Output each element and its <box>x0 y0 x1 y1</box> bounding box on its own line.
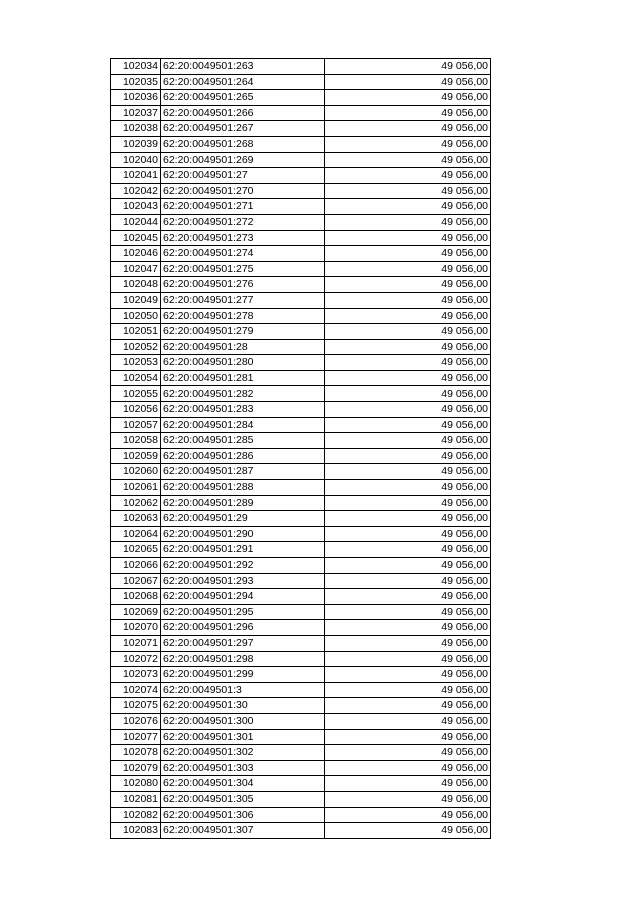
amount-cell: 49 056,00 <box>325 136 491 152</box>
amount-cell: 49 056,00 <box>325 339 491 355</box>
row-id-cell: 102068 <box>111 589 161 605</box>
amount-cell: 49 056,00 <box>325 511 491 527</box>
row-id-cell: 102074 <box>111 682 161 698</box>
cadastral-number-cell: 62:20:0049501:265 <box>161 90 325 106</box>
table-row <box>111 480 491 496</box>
row-id-cell: 102071 <box>111 635 161 651</box>
table-row <box>111 230 491 246</box>
row-id-cell: 102040 <box>111 152 161 168</box>
table-row <box>111 402 491 418</box>
table-row <box>111 558 491 574</box>
table-row <box>111 339 491 355</box>
cadastral-number-cell: 62:20:0049501:277 <box>161 292 325 308</box>
amount-cell: 49 056,00 <box>325 573 491 589</box>
cadastral-number-cell: 62:20:0049501:300 <box>161 713 325 729</box>
cadastral-number-cell: 62:20:0049501:3 <box>161 682 325 698</box>
cadastral-number-cell: 62:20:0049501:289 <box>161 495 325 511</box>
cadastral-number-cell: 62:20:0049501:291 <box>161 542 325 558</box>
cadastral-number-cell: 62:20:0049501:288 <box>161 480 325 496</box>
amount-cell: 49 056,00 <box>325 713 491 729</box>
row-id-cell: 102056 <box>111 402 161 418</box>
amount-cell: 49 056,00 <box>325 402 491 418</box>
table-row <box>111 308 491 324</box>
amount-cell: 49 056,00 <box>325 74 491 90</box>
row-id-cell: 102075 <box>111 698 161 714</box>
cadastral-number-cell: 62:20:0049501:267 <box>161 121 325 137</box>
cadastral-number-cell: 62:20:0049501:282 <box>161 386 325 402</box>
amount-cell: 49 056,00 <box>325 448 491 464</box>
amount-cell: 49 056,00 <box>325 807 491 823</box>
cadastral-number-cell: 62:20:0049501:293 <box>161 573 325 589</box>
table-row <box>111 745 491 761</box>
row-id-cell: 102059 <box>111 448 161 464</box>
cadastral-number-cell: 62:20:0049501:29 <box>161 511 325 527</box>
table-row <box>111 573 491 589</box>
row-id-cell: 102034 <box>111 59 161 75</box>
amount-cell: 49 056,00 <box>325 682 491 698</box>
cadastral-number-cell: 62:20:0049501:299 <box>161 667 325 683</box>
cadastral-number-cell: 62:20:0049501:292 <box>161 558 325 574</box>
table-row <box>111 417 491 433</box>
row-id-cell: 102037 <box>111 105 161 121</box>
row-id-cell: 102082 <box>111 807 161 823</box>
amount-cell: 49 056,00 <box>325 386 491 402</box>
amount-cell: 49 056,00 <box>325 261 491 277</box>
row-id-cell: 102052 <box>111 339 161 355</box>
row-id-cell: 102065 <box>111 542 161 558</box>
row-id-cell: 102062 <box>111 495 161 511</box>
amount-cell: 49 056,00 <box>325 604 491 620</box>
row-id-cell: 102080 <box>111 776 161 792</box>
row-id-cell: 102061 <box>111 480 161 496</box>
table-row <box>111 620 491 636</box>
table-row <box>111 168 491 184</box>
table-body <box>111 59 491 839</box>
table-row <box>111 370 491 386</box>
cadastral-number-cell: 62:20:0049501:263 <box>161 59 325 75</box>
row-id-cell: 102035 <box>111 74 161 90</box>
cadastral-number-cell: 62:20:0049501:303 <box>161 760 325 776</box>
table-row <box>111 292 491 308</box>
data-table <box>110 58 491 839</box>
cadastral-number-cell: 62:20:0049501:278 <box>161 308 325 324</box>
cadastral-number-cell: 62:20:0049501:290 <box>161 526 325 542</box>
amount-cell: 49 056,00 <box>325 495 491 511</box>
cadastral-number-cell: 62:20:0049501:301 <box>161 729 325 745</box>
amount-cell: 49 056,00 <box>325 90 491 106</box>
amount-cell: 49 056,00 <box>325 698 491 714</box>
row-id-cell: 102077 <box>111 729 161 745</box>
amount-cell: 49 056,00 <box>325 59 491 75</box>
row-id-cell: 102078 <box>111 745 161 761</box>
row-id-cell: 102076 <box>111 713 161 729</box>
cadastral-number-cell: 62:20:0049501:271 <box>161 199 325 215</box>
amount-cell: 49 056,00 <box>325 152 491 168</box>
table-row <box>111 74 491 90</box>
table-row <box>111 651 491 667</box>
row-id-cell: 102038 <box>111 121 161 137</box>
table-row <box>111 121 491 137</box>
table-row <box>111 526 491 542</box>
table-row <box>111 90 491 106</box>
cadastral-number-cell: 62:20:0049501:30 <box>161 698 325 714</box>
table-row <box>111 214 491 230</box>
row-id-cell: 102060 <box>111 464 161 480</box>
cadastral-number-cell: 62:20:0049501:28 <box>161 339 325 355</box>
row-id-cell: 102070 <box>111 620 161 636</box>
table-row <box>111 199 491 215</box>
amount-cell: 49 056,00 <box>325 745 491 761</box>
table-row <box>111 760 491 776</box>
row-id-cell: 102041 <box>111 168 161 184</box>
amount-cell: 49 056,00 <box>325 620 491 636</box>
amount-cell: 49 056,00 <box>325 823 491 839</box>
amount-cell: 49 056,00 <box>325 433 491 449</box>
table-row <box>111 136 491 152</box>
table-row <box>111 791 491 807</box>
row-id-cell: 102039 <box>111 136 161 152</box>
amount-cell: 49 056,00 <box>325 230 491 246</box>
table-row <box>111 823 491 839</box>
amount-cell: 49 056,00 <box>325 589 491 605</box>
cadastral-number-cell: 62:20:0049501:297 <box>161 635 325 651</box>
row-id-cell: 102073 <box>111 667 161 683</box>
amount-cell: 49 056,00 <box>325 464 491 480</box>
cadastral-number-cell: 62:20:0049501:269 <box>161 152 325 168</box>
table-row <box>111 698 491 714</box>
table-row <box>111 355 491 371</box>
table-row <box>111 713 491 729</box>
table-row <box>111 433 491 449</box>
amount-cell: 49 056,00 <box>325 417 491 433</box>
amount-cell: 49 056,00 <box>325 105 491 121</box>
cadastral-number-cell: 62:20:0049501:302 <box>161 745 325 761</box>
amount-cell: 49 056,00 <box>325 791 491 807</box>
cadastral-number-cell: 62:20:0049501:304 <box>161 776 325 792</box>
amount-cell: 49 056,00 <box>325 542 491 558</box>
row-id-cell: 102042 <box>111 183 161 199</box>
table-row <box>111 729 491 745</box>
cadastral-number-cell: 62:20:0049501:274 <box>161 246 325 262</box>
amount-cell: 49 056,00 <box>325 760 491 776</box>
cadastral-number-cell: 62:20:0049501:285 <box>161 433 325 449</box>
row-id-cell: 102036 <box>111 90 161 106</box>
cadastral-number-cell: 62:20:0049501:295 <box>161 604 325 620</box>
amount-cell: 49 056,00 <box>325 246 491 262</box>
row-id-cell: 102053 <box>111 355 161 371</box>
amount-cell: 49 056,00 <box>325 292 491 308</box>
row-id-cell: 102048 <box>111 277 161 293</box>
cadastral-number-cell: 62:20:0049501:287 <box>161 464 325 480</box>
table-row <box>111 635 491 651</box>
cadastral-number-cell: 62:20:0049501:273 <box>161 230 325 246</box>
row-id-cell: 102079 <box>111 760 161 776</box>
table-row <box>111 277 491 293</box>
table-row <box>111 667 491 683</box>
cadastral-number-cell: 62:20:0049501:281 <box>161 370 325 386</box>
table-row <box>111 604 491 620</box>
row-id-cell: 102046 <box>111 246 161 262</box>
row-id-cell: 102058 <box>111 433 161 449</box>
cadastral-number-cell: 62:20:0049501:272 <box>161 214 325 230</box>
amount-cell: 49 056,00 <box>325 324 491 340</box>
cadastral-number-cell: 62:20:0049501:270 <box>161 183 325 199</box>
amount-cell: 49 056,00 <box>325 667 491 683</box>
cadastral-number-cell: 62:20:0049501:296 <box>161 620 325 636</box>
amount-cell: 49 056,00 <box>325 183 491 199</box>
cadastral-number-cell: 62:20:0049501:298 <box>161 651 325 667</box>
amount-cell: 49 056,00 <box>325 355 491 371</box>
row-id-cell: 102049 <box>111 292 161 308</box>
cadastral-number-cell: 62:20:0049501:264 <box>161 74 325 90</box>
amount-cell: 49 056,00 <box>325 526 491 542</box>
table-row <box>111 105 491 121</box>
table-row <box>111 511 491 527</box>
cadastral-number-cell: 62:20:0049501:294 <box>161 589 325 605</box>
amount-cell: 49 056,00 <box>325 729 491 745</box>
cadastral-number-cell: 62:20:0049501:275 <box>161 261 325 277</box>
table-row <box>111 448 491 464</box>
table-row <box>111 807 491 823</box>
row-id-cell: 102043 <box>111 199 161 215</box>
table-row <box>111 464 491 480</box>
amount-cell: 49 056,00 <box>325 370 491 386</box>
cadastral-number-cell: 62:20:0049501:268 <box>161 136 325 152</box>
table-row <box>111 589 491 605</box>
amount-cell: 49 056,00 <box>325 168 491 184</box>
row-id-cell: 102066 <box>111 558 161 574</box>
amount-cell: 49 056,00 <box>325 199 491 215</box>
table-row <box>111 246 491 262</box>
cadastral-number-cell: 62:20:0049501:276 <box>161 277 325 293</box>
cadastral-number-cell: 62:20:0049501:27 <box>161 168 325 184</box>
row-id-cell: 102064 <box>111 526 161 542</box>
amount-cell: 49 056,00 <box>325 121 491 137</box>
amount-cell: 49 056,00 <box>325 480 491 496</box>
cadastral-number-cell: 62:20:0049501:306 <box>161 807 325 823</box>
amount-cell: 49 056,00 <box>325 651 491 667</box>
table-row <box>111 776 491 792</box>
amount-cell: 49 056,00 <box>325 308 491 324</box>
row-id-cell: 102050 <box>111 308 161 324</box>
cadastral-number-cell: 62:20:0049501:279 <box>161 324 325 340</box>
row-id-cell: 102083 <box>111 823 161 839</box>
amount-cell: 49 056,00 <box>325 277 491 293</box>
row-id-cell: 102063 <box>111 511 161 527</box>
cadastral-number-cell: 62:20:0049501:266 <box>161 105 325 121</box>
row-id-cell: 102072 <box>111 651 161 667</box>
cadastral-number-cell: 62:20:0049501:283 <box>161 402 325 418</box>
cadastral-number-cell: 62:20:0049501:286 <box>161 448 325 464</box>
row-id-cell: 102054 <box>111 370 161 386</box>
row-id-cell: 102051 <box>111 324 161 340</box>
table-row <box>111 682 491 698</box>
cadastral-number-cell: 62:20:0049501:280 <box>161 355 325 371</box>
amount-cell: 49 056,00 <box>325 214 491 230</box>
amount-cell: 49 056,00 <box>325 558 491 574</box>
cadastral-number-cell: 62:20:0049501:307 <box>161 823 325 839</box>
amount-cell: 49 056,00 <box>325 776 491 792</box>
row-id-cell: 102057 <box>111 417 161 433</box>
cadastral-number-cell: 62:20:0049501:305 <box>161 791 325 807</box>
row-id-cell: 102045 <box>111 230 161 246</box>
table-row <box>111 183 491 199</box>
row-id-cell: 102044 <box>111 214 161 230</box>
table-row <box>111 59 491 75</box>
table-row <box>111 261 491 277</box>
table-row <box>111 386 491 402</box>
row-id-cell: 102055 <box>111 386 161 402</box>
row-id-cell: 102069 <box>111 604 161 620</box>
row-id-cell: 102047 <box>111 261 161 277</box>
row-id-cell: 102081 <box>111 791 161 807</box>
row-id-cell: 102067 <box>111 573 161 589</box>
table-row <box>111 542 491 558</box>
table-row <box>111 152 491 168</box>
amount-cell: 49 056,00 <box>325 635 491 651</box>
table-row <box>111 324 491 340</box>
table-row <box>111 495 491 511</box>
cadastral-number-cell: 62:20:0049501:284 <box>161 417 325 433</box>
